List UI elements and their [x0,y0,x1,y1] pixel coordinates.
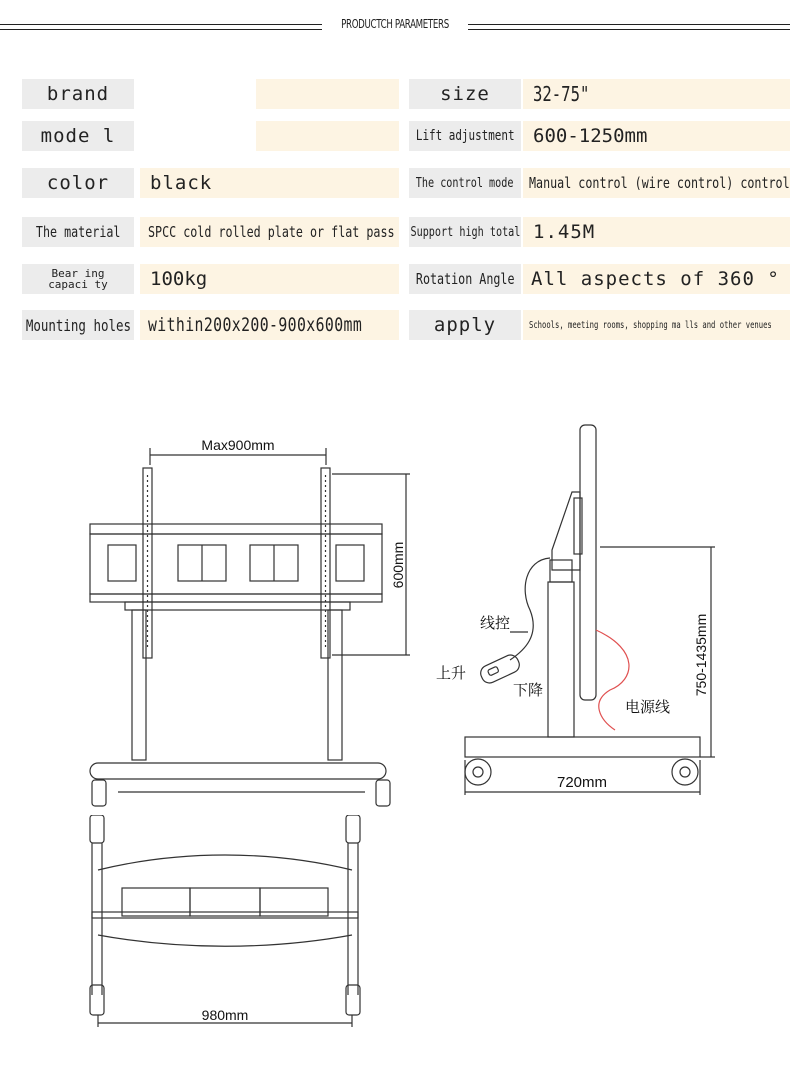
header-title: PRODUCTCH PARAMETERS [341,17,449,31]
side-height-dimension [600,547,715,757]
up-label: 上升 [436,665,467,682]
hand-controller [478,652,522,685]
header-rule-left [0,24,322,30]
base-width-label: 980mm [201,1007,249,1023]
param-value-mounting: within200x200-900x600mm [140,310,399,340]
down-label: 下降 [513,682,544,699]
front-height-label: 600mm [390,541,406,589]
param-row [0,121,790,151]
param-value-bearing: 100kg [140,264,399,294]
wire-control-label: 线控 [480,615,511,632]
param-value-lift: 600-1250mm [523,121,790,151]
base-side-posts [90,815,360,1015]
param-label-bearing: Bear ing capaci ty [22,264,134,294]
front-width-dimension [150,437,326,465]
param-row [0,217,790,247]
side-view-diagram [430,420,760,820]
front-height-dimension [332,474,410,655]
base-width-dimension [98,1007,352,1027]
param-label-support-height: Support high total [409,217,521,247]
param-label-model: mode l [22,121,134,151]
screen-panel [580,425,596,700]
header-rule-right [468,24,790,30]
param-label-apply: apply [409,310,521,340]
side-base-label: 720mm [556,774,608,791]
param-label-color: color [22,168,134,198]
base-frame [92,855,358,946]
mount-head [552,492,582,570]
stand-base [90,763,390,806]
stand-columns [132,610,342,760]
mounting-plate [90,524,382,610]
lift-column [548,560,574,737]
param-value-apply: Schools, meeting rooms, shopping ma lls and other venues [523,310,790,340]
front-width-label: Max900mm [201,437,275,453]
param-label-brand: brand [22,79,134,109]
param-value-model [256,121,399,151]
param-value-material: SPCC cold rolled plate or flat pass [140,217,399,247]
param-value-control: Manual control (wire control) control [523,168,790,198]
param-value-rotation: All aspects of 360 ° [523,264,790,294]
param-label-lift: Lift adjustment [409,121,521,151]
param-value-color: black [140,168,399,198]
param-row [0,310,790,340]
base-view-diagram [80,815,380,1030]
param-value-size: 32-75" [523,79,790,109]
param-label-material: The material [22,217,134,247]
param-row [0,79,790,109]
power-cord-label: 电源线 [625,699,671,716]
param-label-control: The control mode [409,168,521,198]
param-value-support-height: 1.45M [523,217,790,247]
param-row [0,264,790,294]
param-row [0,168,790,198]
param-label-rotation: Rotation Angle [409,264,521,294]
control-cable [510,558,550,660]
param-value-brand [256,79,399,109]
vesa-brackets [143,468,330,658]
side-height-label: 750-1435mm [693,613,709,697]
section-header [0,12,790,40]
front-view-diagram [70,420,420,820]
param-label-size: size [409,79,521,109]
param-label-mounting: Mounting holes [22,310,134,340]
side-base-dimension [465,760,700,795]
